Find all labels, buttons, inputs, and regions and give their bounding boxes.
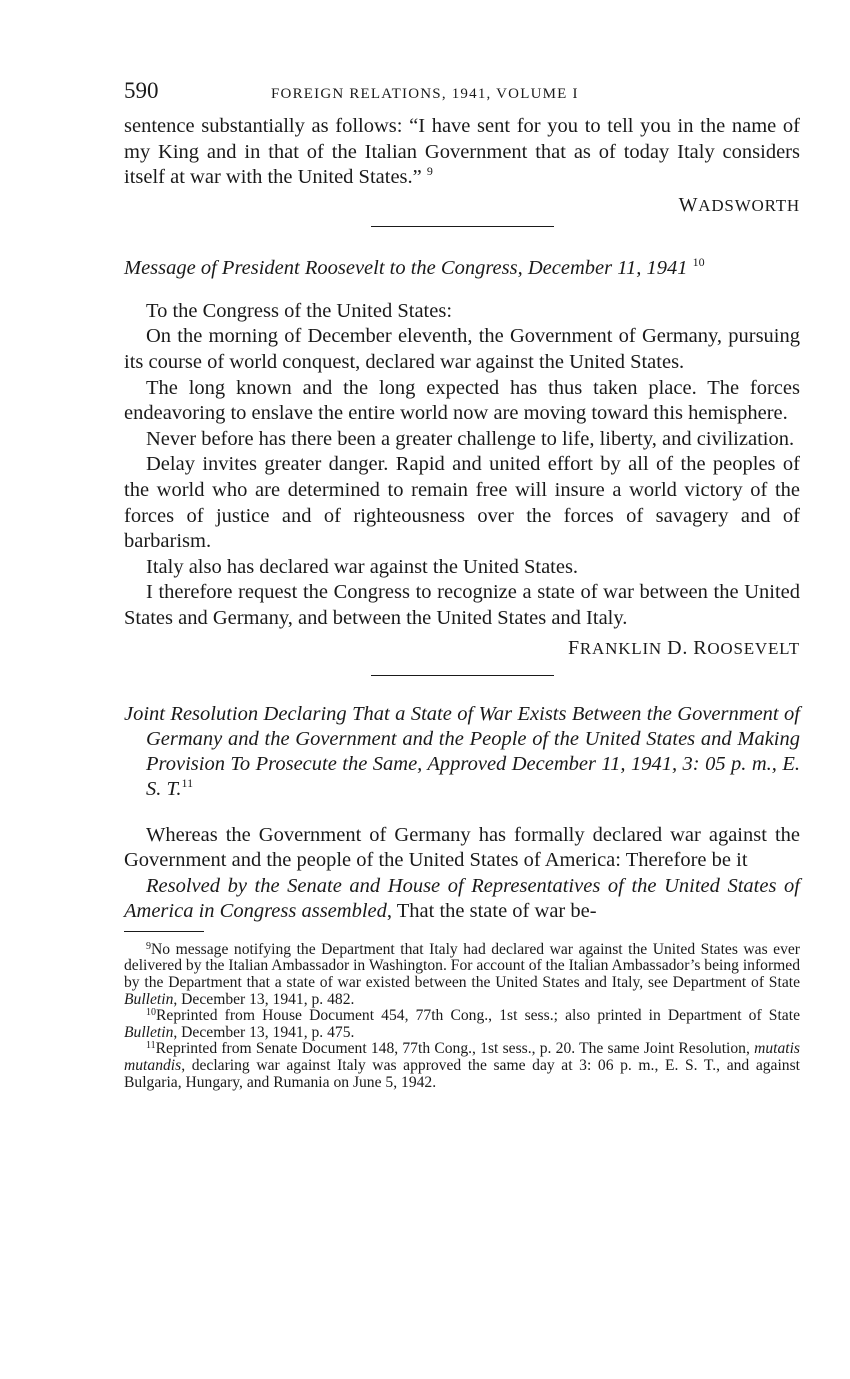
resolution-body: [124, 823, 800, 925]
salutation: To the Congress of the United States:: [146, 299, 453, 322]
message-heading: [124, 256, 800, 281]
running-header: [124, 78, 800, 114]
footnote-text: No message notifying the Department that Italy had declared war against the United States was ever delivered by the Italian Ambassador in Washington. For account of the Italian Ambassador’s being informed by the Department that a state of war existed between the United States and Italy, see Department of State: [124, 940, 800, 992]
page-number: 590: [124, 78, 159, 103]
resolution-heading-text: Joint Resolution Declaring That a State of War Exists Between the Government of Germany and the Government and the People of the United States and Making Provision To Prosecute the Same, Approved December 11, 1941, 3: 05 p. m., E. S. T.: [124, 702, 800, 800]
footnote-marker: 11: [146, 1040, 156, 1052]
message-paragraph: Delay invites greater danger. Rapid and united effort by all of the peoples of the world who are determined to remain free will insure a world victory of the forces of justice and of righteousness over the forces of savagery and of barbarism.: [124, 453, 800, 553]
footnote-9: [124, 942, 800, 1008]
resolved-continuation: , That the state of war be-: [386, 900, 597, 923]
signature-rest: ADSWORTH: [698, 195, 800, 215]
footnote-text: Reprinted from House Document 454, 77th Cong., 1st sess.; also printed in Department of State: [156, 1007, 800, 1025]
signature-initial: R: [693, 636, 708, 659]
footnote-11: [124, 1041, 800, 1091]
footnotes: [124, 942, 800, 1091]
resolution-heading: [124, 702, 800, 802]
signature-rest: OOSEVELT: [707, 638, 800, 658]
message-paragraph: Never before has there been a greater challenge to life, liberty, and civilization.: [146, 427, 795, 450]
footnote-text: , December 13, 1941, p. 475.: [173, 1023, 355, 1041]
signature-initial: F: [567, 636, 580, 659]
message-paragraph: Italy also has declared war against the United States.: [146, 555, 579, 578]
running-title: FOREIGN RELATIONS, 1941, VOLUME I: [271, 86, 579, 102]
footnote-text: , declaring war against Italy was approved the same day at 3: 06 p. m., E. S. T., and against Bulgaria, Hungary, and Rumania on June 5, 1942.: [124, 1057, 800, 1091]
message-paragraph: On the morning of December eleventh, the Government of Germany, pursuing its course of world conquest, declared war against the United States.: [124, 325, 800, 373]
signature-middle: D.: [667, 636, 689, 659]
resolved-clause: Resolved by the Senate and House of Representatives of the United States of America in Congress assembled: [124, 874, 800, 923]
resolved-paragraph: [124, 874, 800, 925]
message-paragraph: The long known and the long expected has thus taken place. The forces endeavoring to enslave the entire world now are moving toward this hemisphere.: [124, 376, 800, 425]
footnote-ref-11[interactable]: 11: [181, 775, 194, 790]
section-divider: [371, 226, 554, 227]
footnote-marker: 10: [146, 1007, 156, 1019]
footnote-italic: mutatis mutandis: [124, 1040, 800, 1075]
signature-rest: RANKLIN: [579, 638, 663, 658]
signature-roosevelt: [124, 636, 800, 661]
footnote-divider: [124, 931, 204, 932]
signature-wadsworth: [124, 193, 800, 218]
footnote-italic: Bulletin: [124, 990, 174, 1008]
continuation-paragraph: [124, 114, 800, 191]
message-paragraph: I therefore request the Congress to recognize a state of war between the United States and Germany, and between the United States and Italy.: [124, 581, 800, 629]
footnote-ref-10[interactable]: 10: [692, 254, 705, 269]
footnote-10: [124, 1008, 800, 1041]
signature-initial: W: [678, 193, 699, 216]
footnote-ref-9[interactable]: 9: [426, 164, 433, 179]
whereas-paragraph: Whereas the Government of Germany has formally declared war against the Government and the people of the United States of America: Therefore be it: [124, 823, 800, 872]
section-divider: [371, 675, 554, 676]
document-page: [124, 78, 800, 1091]
footnote-text: Reprinted from Senate Document 148, 77th Cong., 1st sess., p. 20. The same Joint Resolution,: [155, 1040, 755, 1058]
message-heading-text: Message of President Roosevelt to the Congress, December 11, 1941: [124, 256, 688, 279]
footnote-italic: Bulletin: [124, 1023, 174, 1041]
continuation-text: sentence substantially as follows: “I have sent for you to tell you in the name of my King and in that of the Italian Government that as of today Italy considers itself at war with the United States.”: [124, 115, 800, 189]
footnote-marker: 9: [146, 940, 151, 952]
message-body: [124, 299, 800, 632]
footnote-text: , December 13, 1941, p. 482.: [173, 990, 355, 1008]
